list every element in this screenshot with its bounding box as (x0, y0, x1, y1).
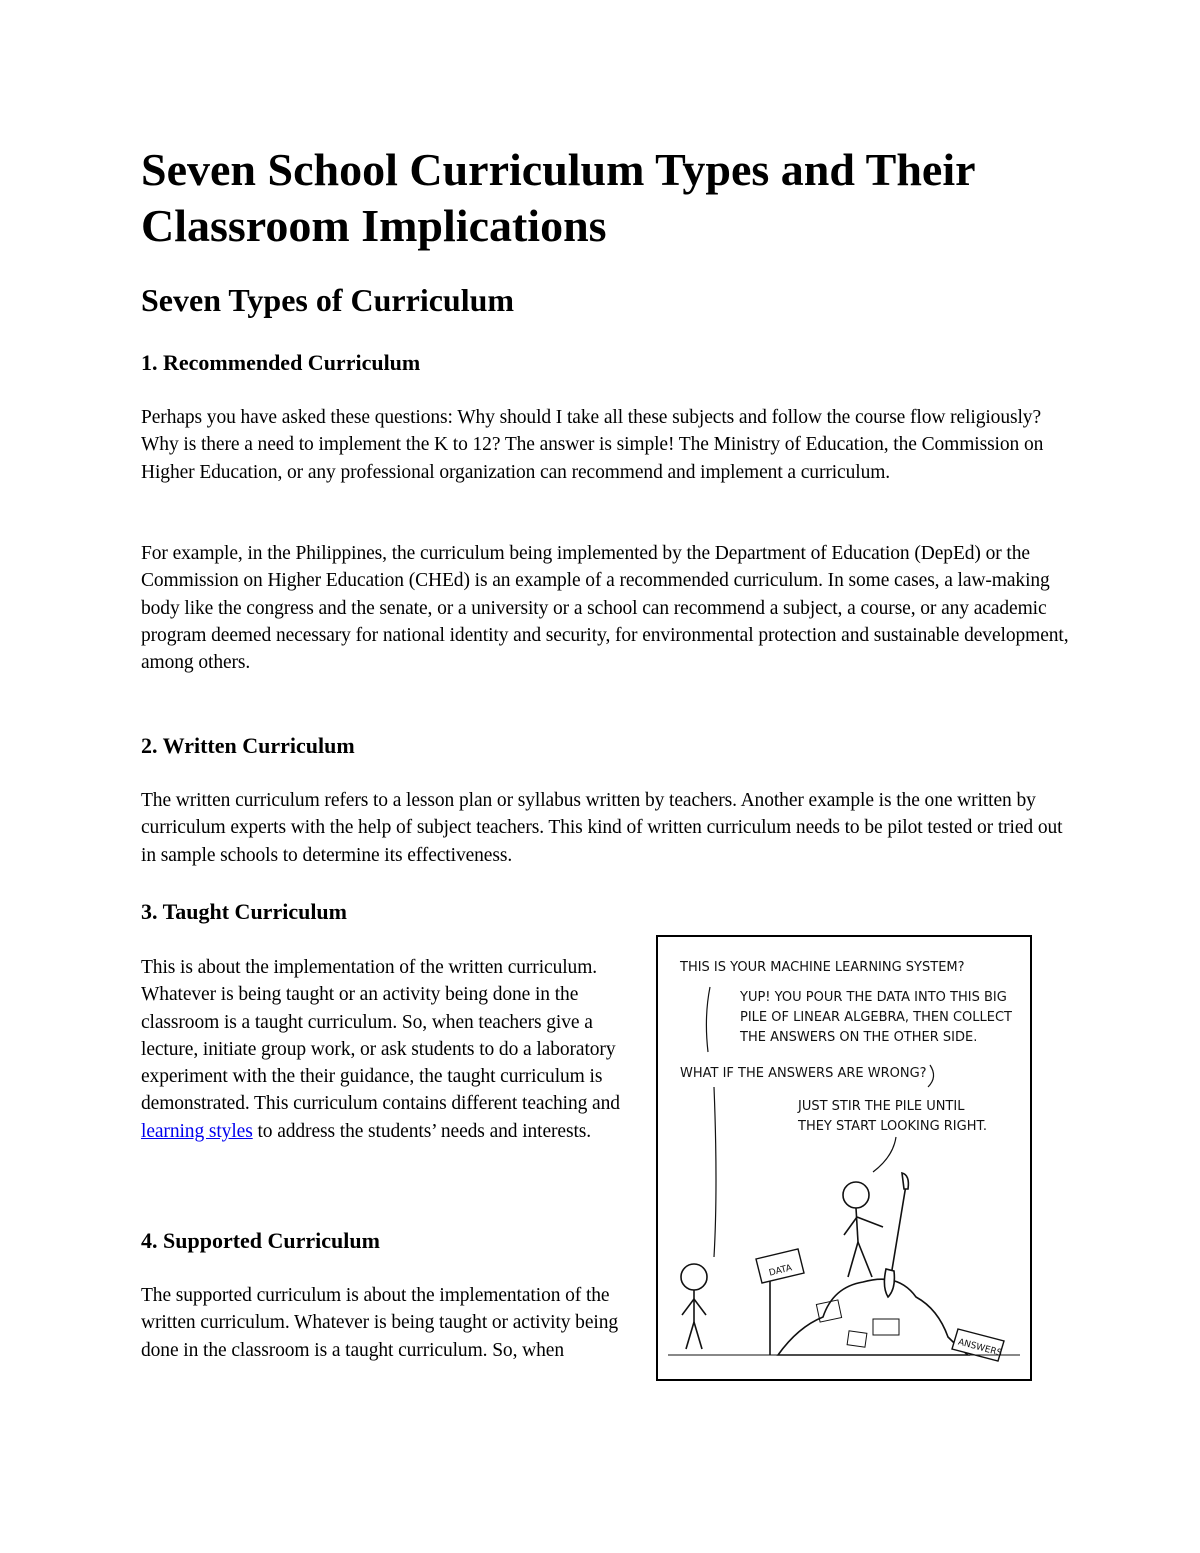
speech-tail-3 (714, 1087, 716, 1257)
paragraph-taught (141, 954, 636, 1145)
comic-line-3: WHAT IF THE ANSWERS ARE WRONG? (680, 1066, 927, 1081)
heading-taught-curriculum: 3. Taught Curriculum (141, 899, 347, 924)
paragraph-written: The written curriculum refers to a lesson plan or syllabus written by teachers. Another example is the one written by curriculum experts with the help of subject teachers. This kind of written curriculum needs to be pilot tested or tried out in sample schools to determine its effectiveness. (141, 790, 1063, 866)
paragraph-recommended-1: Perhaps you have asked these questions: Why should I take all these subjects and follow the course flow religiously? Why is there a need to implement the K to 12? The answer is simple! The Ministry of Education, the Commission on Higher Education, or any professional organization can recommend and implement a curriculum. (141, 407, 1044, 483)
comic-drawing (658, 937, 1030, 1379)
speech-tail-2 (928, 1065, 934, 1087)
page-title: Seven School Curriculum Types and Their Classroom Implications (141, 144, 975, 251)
stick-figure-right (843, 1182, 883, 1277)
learning-styles-link[interactable]: learning styles (141, 1120, 253, 1142)
answers-box-label: ANSWERS (956, 1337, 1004, 1359)
comic-line-4a: JUST STIR THE PILE UNTIL (798, 1099, 965, 1114)
heading-supported-curriculum: 4. Supported Curriculum (141, 1228, 380, 1253)
comic-line-2a: YUP! YOU POUR THE DATA INTO THIS BIG (740, 990, 1007, 1005)
stirring-paddle (884, 1173, 908, 1297)
paragraph-taught-text-before: This is about the implementation of the written curriculum. Whatever is being taught or an activity being done in the classroom is a taught curriculum. So, when teachers give a lecture, initiate group work, or ask students to do a laboratory experiment with the their guidance, the taught curriculum is demonstrated. This curriculum contains different teaching and (141, 957, 620, 1115)
heading-recommended-curriculum: 1. Recommended Curriculum (141, 350, 421, 375)
speech-tail-1 (706, 987, 710, 1052)
paragraph-taught-text-after: to address the students’ needs and interests. (252, 1120, 592, 1142)
paragraph-recommended-2: For example, in the Philippines, the curriculum being implemented by the Department of Education (DepEd) or the Commission on Higher Education (CHEd) is an example of a recommended curriculum. In some cases, a law-making body like the congress and the senate, or a university or a school can recommend a subject, a course, or any academic program deemed necessary for national identity and security, for environmental protection and sustainable development, among others. (141, 543, 1069, 674)
comic-line-4b: THEY START LOOKING RIGHT. (798, 1119, 988, 1134)
comic-line-1: THIS IS YOUR MACHINE LEARNING SYSTEM? (680, 960, 965, 975)
xkcd-comic-illustration (656, 935, 1032, 1381)
paragraph-supported: The supported curriculum is about the implementation of the written curriculum. Whatever is being taught or activity being done in the classroom is a taught curriculum. So, when (141, 1285, 619, 1361)
comic-line-2b: PILE OF LINEAR ALGEBRA, THEN COLLECT (740, 1010, 1012, 1025)
speech-tail-4 (873, 1137, 896, 1172)
stick-figure-left (681, 1264, 707, 1349)
data-sign-label: DATA (768, 1263, 794, 1279)
heading-written-curriculum: 2. Written Curriculum (141, 733, 355, 758)
section-heading: Seven Types of Curriculum (141, 282, 515, 318)
linear-algebra-pile (778, 1279, 968, 1355)
comic-line-2c: THE ANSWERS ON THE OTHER SIDE. (740, 1030, 978, 1045)
answers-box (952, 1329, 1004, 1361)
